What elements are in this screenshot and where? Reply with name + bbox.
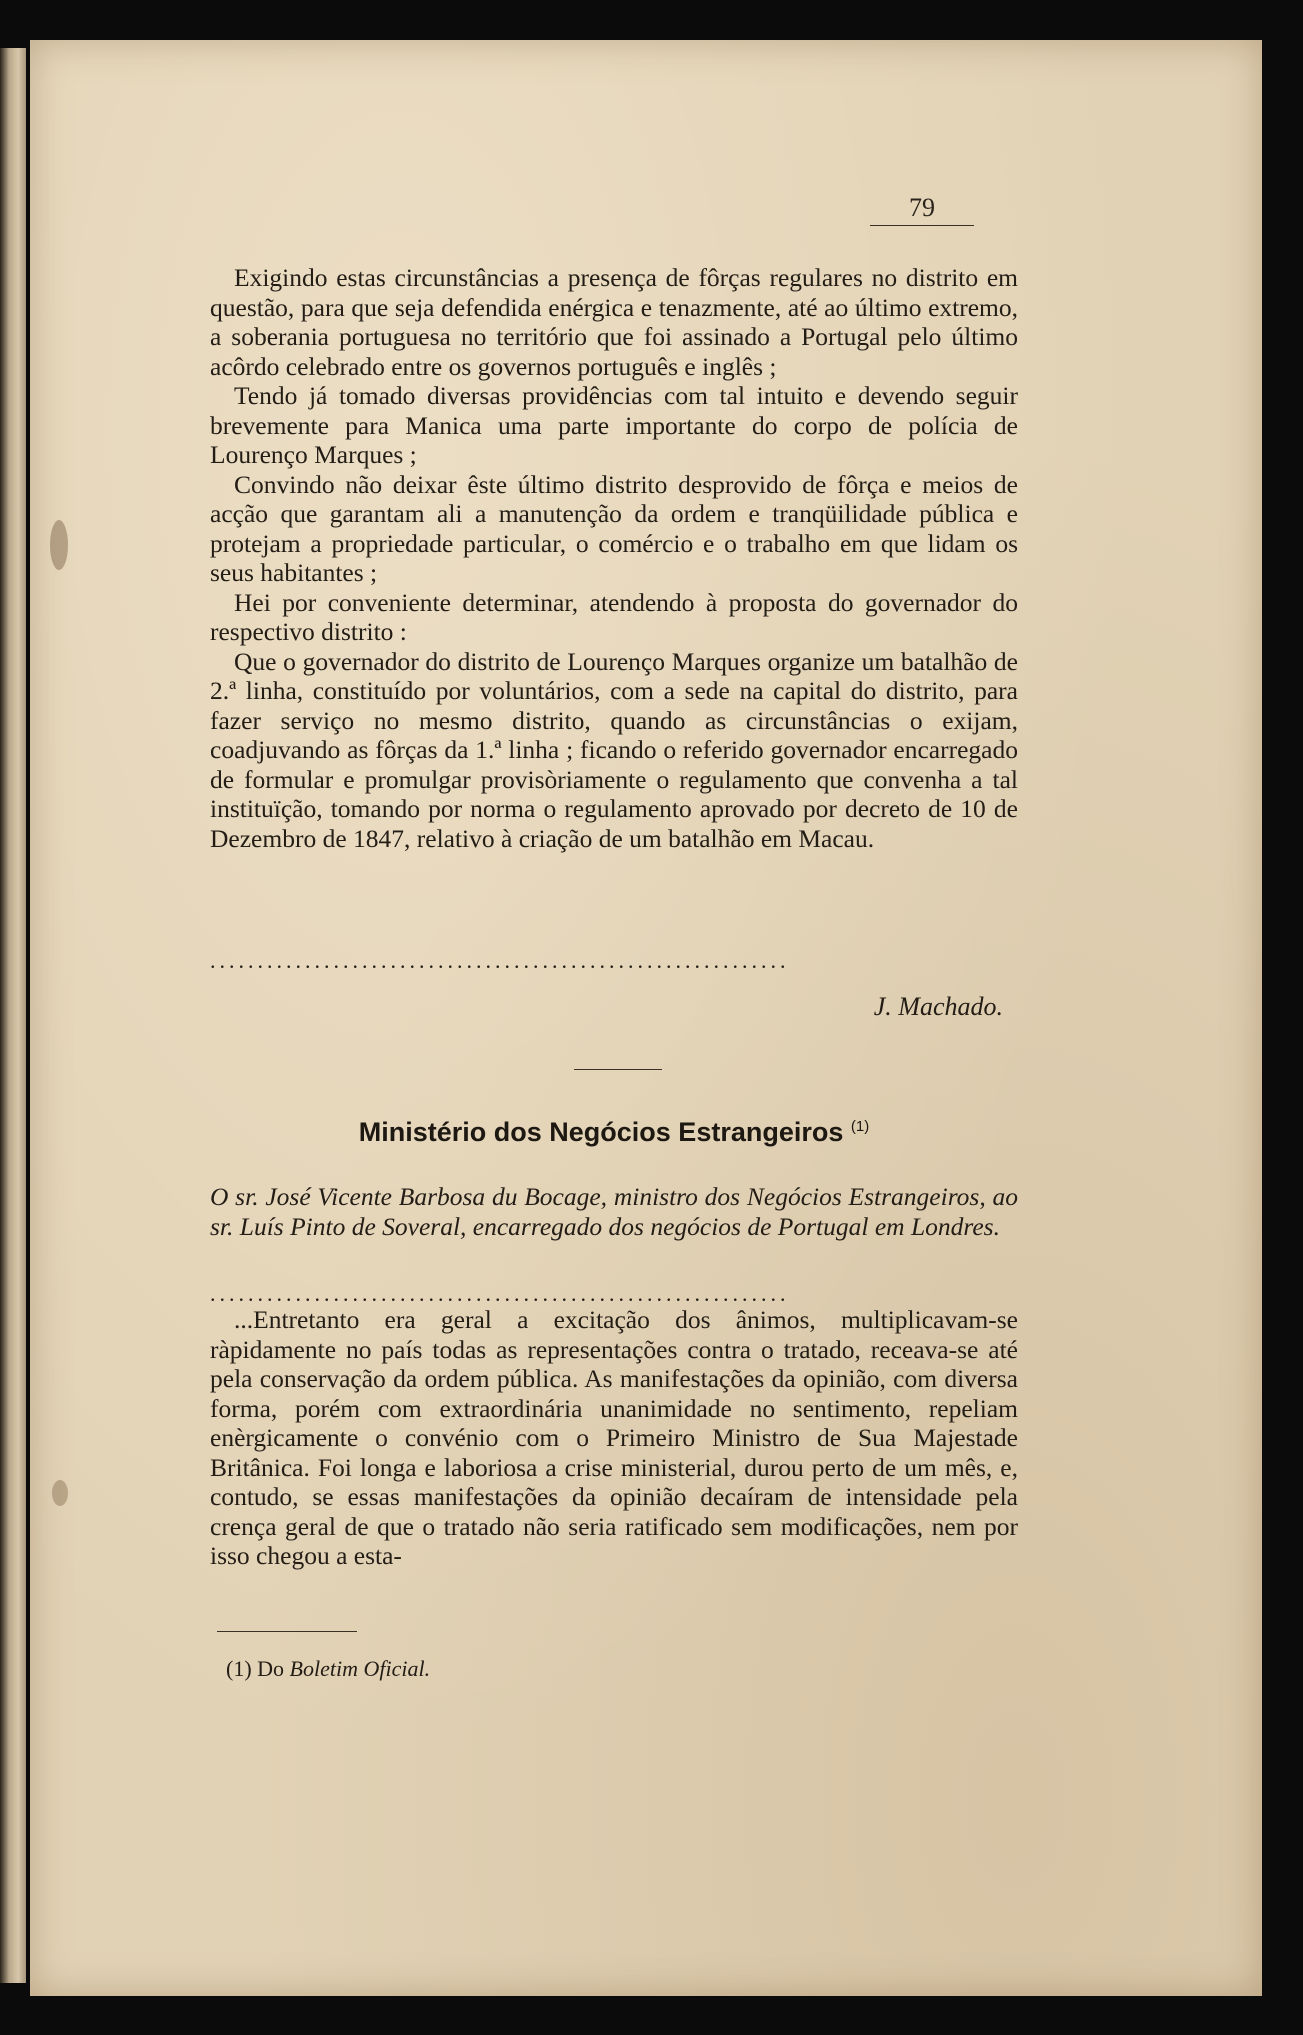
- decree-text: [210, 263, 1018, 853]
- page-number: 79: [870, 193, 974, 226]
- letter-header: O sr. José Vicente Barbosa du Bocage, ministro dos Negócios Estrangeiros, ao sr. Luís Pinto de Soveral, encarregado dos negócios de Portugal em Londres.: [210, 1182, 1018, 1241]
- footnote: [226, 1656, 430, 1682]
- footnote-rule: [217, 1631, 357, 1632]
- section-heading: [210, 1117, 1018, 1148]
- footnote-prefix: Do: [257, 1656, 285, 1681]
- dot-leader: .............................................................: [210, 1281, 790, 1306]
- signature: J. Machado.: [873, 992, 1003, 1021]
- paper-stain: [52, 1480, 68, 1506]
- decree-paragraph: Que o governador do distrito de Lourenço Marques organize um batalhão de 2.ª linha, constituído por voluntários, com a sede na capital do distrito, para fazer serviço no mesmo distrito, quando as circunstâncias o exijam, coadjuvando as fôrças da 1.ª linha ; ficando o referido governador encarregado de formular e promulgar provisòriamente o regulamento que convenha a tal instituïção, tomando por norma o regulamento aprovado por decreto de 10 de Dezembro de 1847, relativo à criação de um batalhão em Macau.: [210, 646, 1018, 853]
- paper-stain: [50, 520, 68, 570]
- section-heading-text: Ministério dos Negócios Estrangeiros: [358, 1117, 844, 1147]
- decree-paragraph: Hei por conveniente determinar, atendendo à proposta do governador do respectivo distrito :: [210, 587, 1018, 646]
- dot-leader: .............................................................: [210, 948, 790, 973]
- section-divider: [574, 1069, 662, 1070]
- decree-paragraph: Exigindo estas circunstâncias a presença de fôrças regulares no distrito em questão, para que seja defendida enérgica e tenazmente, até ao último extremo, a soberania portuguesa no território que foi assinado a Portugal pelo último acôrdo celebrado entre os governos português e inglês ;: [210, 263, 1018, 381]
- letter-paragraph: ...Entretanto era geral a excitação dos ânimos, multiplicavam-se ràpidamente no país todas as representações contra o tratado, receava-se até pela conservação da ordem pública. As manifestações da opinião, com diversa forma, porém com extraordinária unanimidade no sentimento, repeliam enèrgicamente o convénio com o Primeiro Ministro de Sua Majestade Britânica. Foi longa e laboriosa a crise ministerial, durou perto de um mês, e, contudo, se essas manifestações da opinião decaíram de intensidade pela crença geral de que o tratado não seria ratificado sem modificações, nem por isso chegou a esta-: [210, 1305, 1018, 1570]
- letter-body: [210, 1305, 1018, 1571]
- footnote-number: (1): [226, 1656, 252, 1681]
- decree-paragraph: Tendo já tomado diversas providências com tal intuito e devendo seguir brevemente para Manica uma parte importante do corpo de polícia de Lourenço Marques ;: [210, 381, 1018, 469]
- footnote-source: Boletim Oficial.: [289, 1656, 431, 1681]
- footnote-marker: (1): [850, 1118, 870, 1135]
- facing-page-edge: [0, 48, 26, 1983]
- decree-paragraph: Convindo não deixar êste último distrito desprovido de fôrça e meios de acção que garantam ali a manutenção da ordem e tranqüilidade pública e protejam a propriedade particular, o comércio e o trabalho em que lidam os seus habitantes ;: [210, 469, 1018, 587]
